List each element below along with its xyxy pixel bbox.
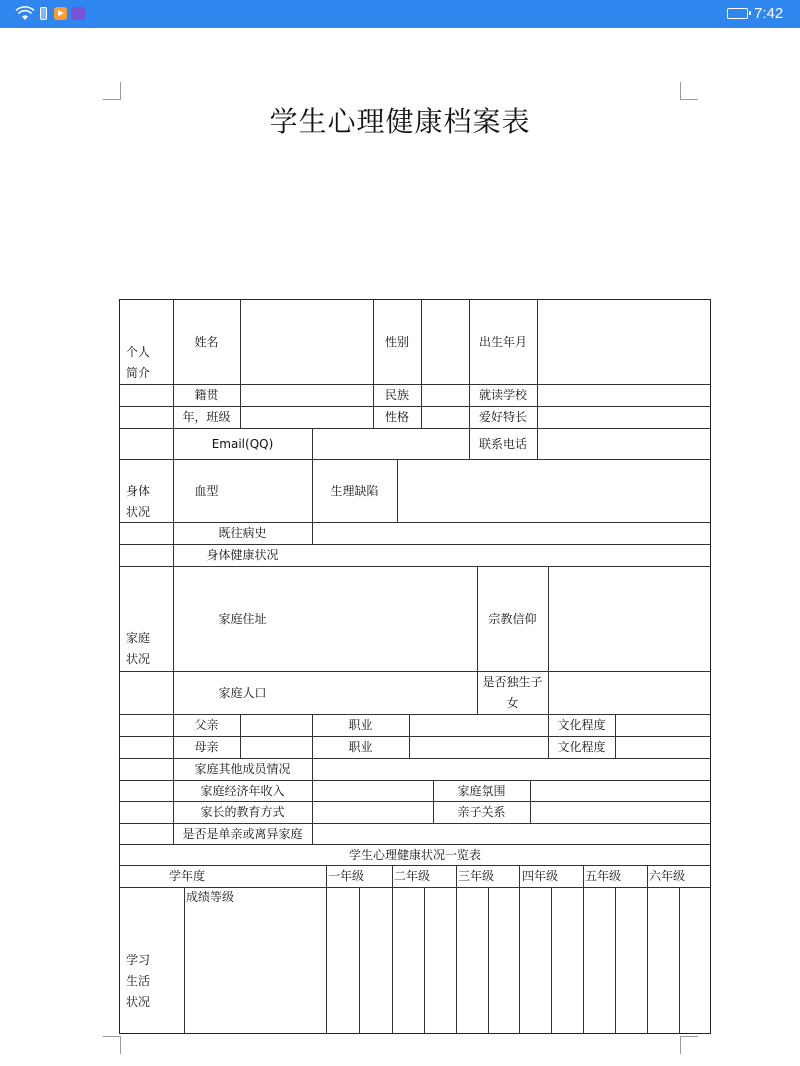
page-corner-mark: [103, 1036, 121, 1054]
label-medical-history: 既往病史: [218, 526, 267, 540]
table-rule: [679, 887, 680, 1034]
label-mother-education: 文化程度: [557, 740, 606, 754]
wifi-icon: [15, 6, 35, 21]
table-rule: [537, 299, 538, 459]
label-score-level: 成绩等级: [186, 890, 235, 904]
table-rule: [184, 887, 185, 1034]
table-rule: [583, 865, 584, 1034]
video-app-icon[interactable]: [54, 7, 67, 20]
label-single-parent: 是否是单亲或离异家庭: [182, 826, 303, 841]
table-rule: [615, 887, 616, 1034]
document-title: 学生心理健康档案表: [269, 105, 531, 138]
label-mother: 母亲: [194, 740, 219, 754]
table-rule: [326, 865, 327, 1034]
section-family: 家庭 状况: [126, 631, 151, 666]
overview-title: 学生心理健康状况一览表: [348, 847, 481, 862]
status-bar: [0, 0, 800, 28]
section-study-life: 学习 生活 状况: [126, 953, 151, 1009]
grade-6: 六年级: [648, 869, 685, 883]
label-father-job: 职业: [348, 718, 373, 732]
grade-4: 四年级: [521, 869, 558, 883]
table-rule: [530, 780, 531, 823]
table-rule: [392, 865, 393, 1034]
grade-5: 五年级: [584, 869, 621, 883]
clock: 7:42: [754, 5, 784, 22]
label-family-population: 家庭人口: [218, 685, 267, 700]
table-rule: [424, 887, 425, 1034]
label-gender: 性别: [384, 334, 409, 349]
page-corner-mark: [103, 82, 121, 100]
label-school-year: 学年度: [168, 869, 205, 883]
label-mother-job: 职业: [348, 740, 373, 754]
table-rule: [312, 758, 313, 844]
table-rule: [551, 887, 552, 1034]
table-rule: [548, 566, 549, 714]
table-rule: [647, 865, 648, 1034]
label-school: 就读学校: [478, 388, 527, 402]
table-rule: [240, 299, 241, 428]
page-corner-mark: [680, 1036, 698, 1054]
label-grade-class: 年，班级: [182, 410, 231, 424]
label-home-address: 家庭住址: [218, 611, 267, 626]
table-rule: [409, 714, 410, 758]
label-annual-income: 家庭经济年收入: [200, 783, 285, 798]
grade-2: 二年级: [393, 869, 430, 883]
table-rule: [615, 714, 616, 758]
table-rule: [397, 459, 398, 522]
label-blood-type: 血型: [194, 483, 219, 498]
label-physical-defect: 生理缺陷: [330, 483, 379, 498]
table-rule: [421, 299, 422, 428]
label-email: Email(QQ): [211, 436, 274, 451]
grade-1: 一年级: [327, 869, 364, 883]
section-personal: 个人 简介: [126, 345, 151, 380]
label-personality: 性格: [384, 410, 409, 424]
table-rule: [488, 887, 489, 1034]
label-father-education: 文化程度: [557, 718, 606, 732]
table-rule: [359, 887, 360, 1034]
label-father: 父亲: [194, 718, 219, 732]
label-phone: 联系电话: [478, 436, 527, 451]
page-corner-mark: [680, 82, 698, 100]
table-rule: [240, 714, 241, 758]
education-app-icon[interactable]: [71, 7, 85, 20]
label-only-child: 是否独生子 女: [482, 675, 543, 710]
label-hobby: 爱好特长: [478, 410, 527, 424]
label-birth-date: 出生年月: [478, 334, 527, 349]
section-physical: 身体 状况: [126, 484, 151, 519]
label-religion: 宗教信仰: [488, 611, 537, 626]
label-other-members: 家庭其他成员情况: [194, 762, 291, 776]
sim-icon: [40, 7, 47, 20]
label-native-place: 籍贯: [194, 388, 219, 402]
label-health-status: 身体健康状况: [206, 548, 279, 562]
label-family-atmosphere: 家庭氛围: [457, 783, 506, 798]
table-rule: [456, 865, 457, 1034]
battery-icon: [727, 8, 748, 19]
label-name: 姓名: [194, 334, 219, 349]
grade-3: 三年级: [457, 869, 494, 883]
label-parent-child-relation: 亲子关系: [457, 805, 506, 819]
label-parenting-style: 家长的教育方式: [200, 805, 285, 819]
table-rule: [519, 865, 520, 1034]
label-ethnicity: 民族: [384, 388, 409, 402]
